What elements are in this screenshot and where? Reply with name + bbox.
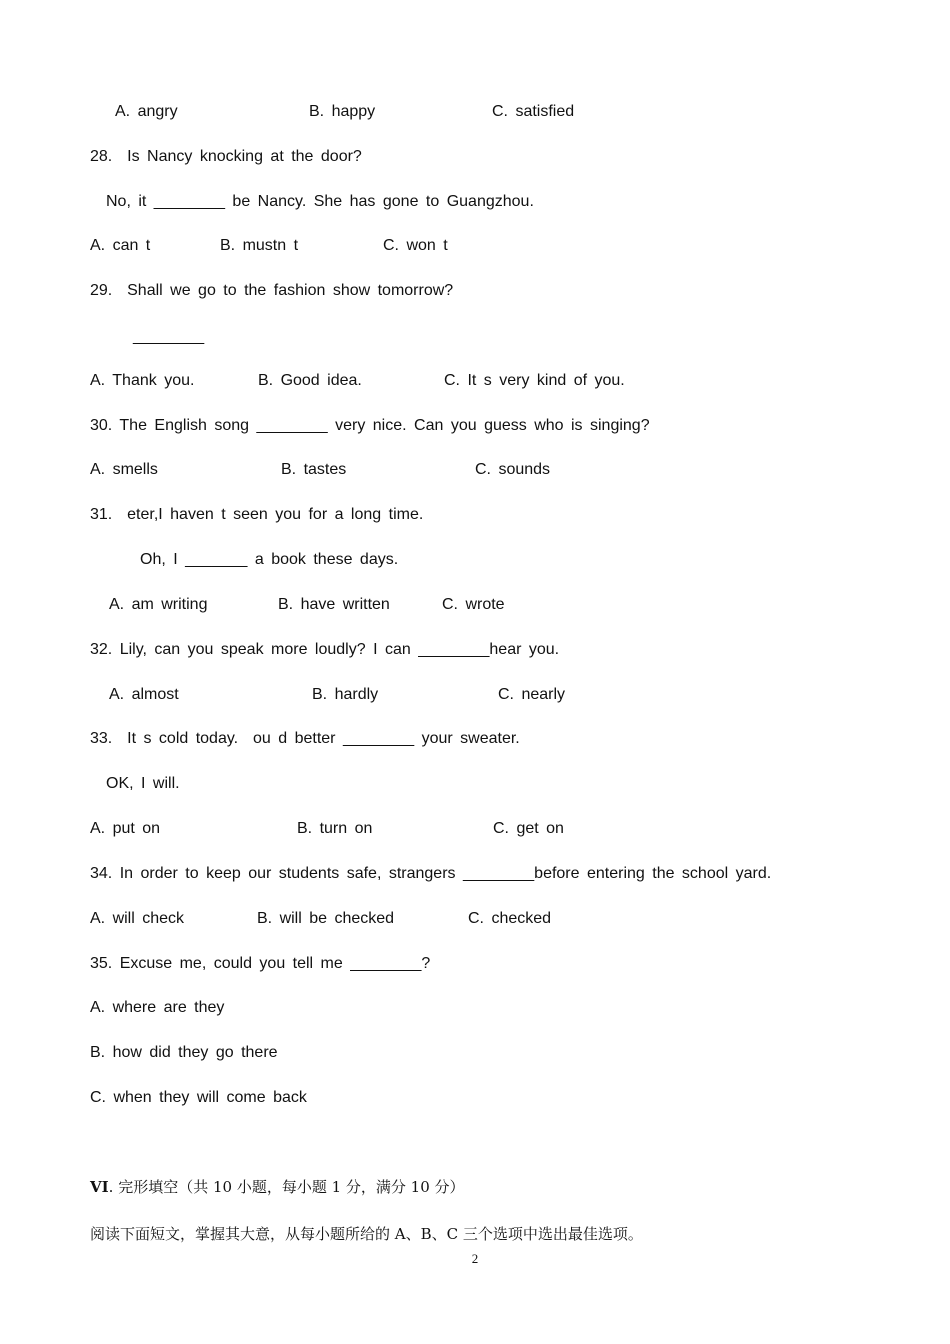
q33-answer-line: OK, I will. <box>106 775 180 792</box>
q34-question: 34. In order to keep our students safe, strangers ________before entering the school yard. <box>90 865 772 882</box>
q31-answer-line: Oh, I _______ a book these days. <box>140 551 399 568</box>
q32-question: 32. Lily, can you speak more loudly? I can ________hear you. <box>90 641 560 658</box>
q29-option-c: C. It s very kind of you. <box>444 372 625 389</box>
q29-blank: ________ <box>133 328 205 345</box>
q30-option-a: A. smells <box>90 461 158 478</box>
q31-option-b: B. have written <box>278 596 390 613</box>
q34-option-b: B. will be checked <box>257 910 395 927</box>
q28-question: 28. Is Nancy knocking at the door? <box>90 148 362 165</box>
q33-option-c: C. get on <box>493 820 564 837</box>
q28-answer-line: No, it ________ be Nancy. She has gone to Guangzhou. <box>106 193 534 210</box>
q32-option-a: A. almost <box>109 686 179 703</box>
q28-option-b: B. mustn t <box>220 237 299 254</box>
q31-option-a: A. am writing <box>109 596 208 613</box>
q31-option-c: C. wrote <box>442 596 505 613</box>
q33-option-a: A. put on <box>90 820 161 837</box>
section-number: VI <box>90 1178 109 1196</box>
page-number: 2 <box>471 1251 479 1266</box>
q27-option-c: C. satisfied <box>492 103 575 120</box>
q34-option-c: C. checked <box>468 910 552 927</box>
q27-option-b: B. happy <box>309 103 376 120</box>
q29-option-a: A. Thank you. <box>90 372 195 389</box>
section-heading <box>90 1177 465 1197</box>
q28-option-a: A. can t <box>90 237 151 254</box>
section-title: . 完形填空（共 10 小题，每小题 1 分，满分 10 分） <box>108 1178 465 1196</box>
q35-option-a: A. where are they <box>90 999 225 1016</box>
section-instruction: 阅读下面短文，掌握其大意，从每小题所给的 A、B、C 三个选项中选出最佳选项。 <box>90 1225 643 1243</box>
q34-option-a: A. will check <box>90 910 185 927</box>
q32-option-c: C. nearly <box>498 686 566 703</box>
q29-option-b: B. Good idea. <box>258 372 362 389</box>
q35-option-c: C. when they will come back <box>90 1089 307 1106</box>
q33-option-b: B. turn on <box>297 820 373 837</box>
q28-option-c: C. won t <box>383 237 448 254</box>
q32-option-b: B. hardly <box>312 686 379 703</box>
q35-question: 35. Excuse me, could you tell me ________? <box>90 955 431 972</box>
q30-option-b: B. tastes <box>281 461 347 478</box>
q29-question: 29. Shall we go to the fashion show tomorrow? <box>90 282 454 299</box>
q27-option-a: A. angry <box>115 103 178 120</box>
q35-option-b: B. how did they go there <box>90 1044 278 1061</box>
q31-question: 31. eter,I haven t seen you for a long time. <box>90 506 424 523</box>
q30-option-c: C. sounds <box>475 461 551 478</box>
q30-question: 30. The English song ________ very nice. Can you guess who is singing? <box>90 417 650 434</box>
q33-question: 33. It s cold today. ou d better ________ your sweater. <box>90 730 520 747</box>
